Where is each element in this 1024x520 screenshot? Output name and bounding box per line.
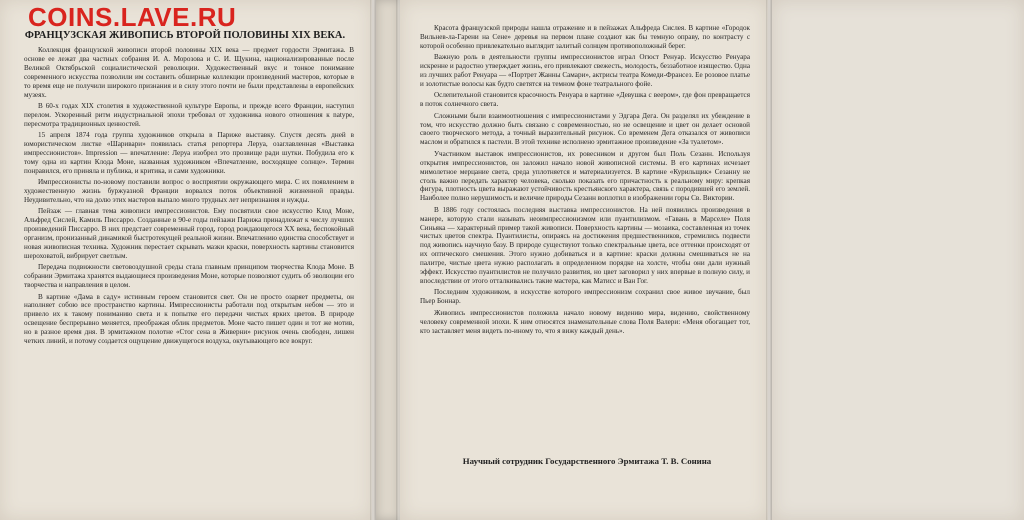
paragraph: Импрессионисты по-новому поставили вопрос о восприятии окружающего мира. С их появлением в художественную жизнь буржуазной Франции ворвался поток объективной жизненной правды. Неудивительно, что на долю этих мастеров выпало много трудных лет непризнания и нужды. [24, 178, 354, 204]
paragraph: В 1886 году состоялась последняя выставка импрессионистов. На ней появились произведения в манере, которую стали называть неоимпрессионизмом или пуантилизмом. «Гавань в Марселе» Поля Синьяка — характерный пример такой живописи. Поверхность картины — мозаика, составленная из точек чистых цветов спектра. Пуантилисты, опираясь на достижения предшественников, стремились подвести под живопись научную базу. В природе существуют только спектральные цвета, все оттенки происходят от их оптического смешения. Этого нужно добиваться и в картине: краски должны смешиваться не на палитре, чистые цвета нужно располагать в определенном порядке на холсте, чтобы они дали нужный эффект. Искусство пуантилистов не получило развития, но цвет заговорил у них впервые в полную силу, и впоследствии от этого отталкивались такие мастера, как Матисс и Ван Гог. [420, 205, 750, 285]
paragraph: Сложными были взаимоотношения с импрессионистами у Эдгара Дега. Он разделял их убеждение в том, что искусство должно быть связано с современностью, но не освещение и цвет он делает основой своего творческого метода, а точный выразительный рисунок. Со временем Дега отказался от живописи маслом и обратился к пастели. В этой технике исполнено эрмитажное произведение «За туалетом». [420, 111, 750, 147]
author-signature: Научный сотрудник Государственного Эрмитажа Т. В. Сонина [462, 456, 712, 466]
paragraph: Участником выставок импрессионистов, их ровесником и другом был Поль Сезанн. Используя открытия импрессионистов, он заложил начало новой живописной системы. В его картинах исчезает мимолетное мерцание света, среда уплотняется и материализуется. В картине «Курильщик» Сезанну не столь важно передать характер человека, сколько показать его причастность к реальному миру: крепкая фигура, плотность цвета выражают устойчивость крестьянского характера, связь с породившей его землей. Наиболее полно нерушимость и величие природы Сезанн воплотил в изображении горы Св. Виктории. [420, 149, 750, 203]
right-text-column [420, 24, 750, 338]
paragraph: Последним художником, в искусстве которого импрессионизм сохранил свое живое звучание, был Пьер Боннар. [420, 288, 750, 306]
paragraph: Ослепительной становится красочность Ренуара в картине «Девушка с веером», где фон превращается в поток солнечного света. [420, 91, 750, 109]
paragraph: Пейзаж — главная тема живописи импрессионистов. Ему посвятили свое искусство Клод Моне, Альфред Сислей, Камиль Писсарро. Созданные в 90-е годы пейзажи Парижа принадлежат к числу лучших произведений Писсарро. В них предстает современный город, город рождающегося XX века, беспокойный организм, пронизанный динамикой быстротекущей реальной жизни. Впечатлению единства способствует и новая живописная техника. Художник перестает скрывать мазки краски, поверхность картины становится шероховатой, вибрирует светлым. [24, 207, 354, 260]
paragraph: Важную роль в деятельности группы импрессионистов играл Огюст Ренуар. Искусство Ренуара искренне и радостно утверждает жизнь, его привлекают свежесть, молодость, беззаботное изящество. Одна из лучших работ Ренуара — «Портрет Жанны Самари», актрисы театра Комеди-Франсез. Ее розовое платье и золотистые волосы как будто светятся на темном фоне театрального фойе. [420, 53, 750, 88]
paragraph: В 60-х годах XIX столетия в художественной культуре Европы, и прежде всего Франции, наступил перелом. Ускоренный ритм индустриальной эпохи требовал от художника нового отношения к natуре, пересмотра традиционных ценностей. [24, 101, 354, 128]
paragraph: В картине «Дама в саду» истинным героем становится свет. Он не просто озаряет предметы, он наполняет собою все пространство картины. Импрессионисты работали под открытым небом — это и привело их к такому пониманию света и к попытке его передачи чистых ярких цветов. В природе освещение беспрерывно меняется, преображая облик предметов. Моне часто пишет один и тот же мотив, но в разное время дня. В эрмитажном полотне «Стог сена в Живерни» рисунок очень свободен, лишен четких линий, и потому создается ощущение движущегося воздуха, окутывающего все вокруг. [24, 292, 354, 346]
watermark: COINS.LAVE.RU [28, 2, 237, 32]
paragraph: Коллекция французской живописи второй половины XIX века — предмет гордости Эрмитажа. В основе ее лежат два частных собрания И. А. Морозова и С. И. Щукина, национализированные после Великой Октябрьской социалистической революции. Художественный вкус и тонкое понимание современного искусства позволили им составить обширные коллекции произведений мастеров, которые в то время еще не получили широкого признания и в силу этого почти не были представлены в европейских музеях. [24, 46, 354, 99]
paragraph: Живопись импрессионистов положила начало новому видению мира, видению, свойственному человеку современной эпохи. К ним относятся знаменательные слова Поля Валери: «Меня обогащает тот, кто заставляет меня видеть по-иному то, что я вижу каждый день». [420, 308, 750, 335]
paragraph: 15 апреля 1874 года группа художников открыла в Париже выставку. Спустя десять дней в юмористическом листке «Шаривари» появилась статья репортера Леруа, озаглавленная «Выставка импрессионистов». Impression — впечатление: Леруа изобрел это прозвище ради шутки. Побудила его к тому одна из картин Клода Моне, названная художником «Впечатление, восходящее солнце». Термин понравился, его приняла и публика, и критика, и сами художники. [24, 131, 354, 175]
paragraph: Красота французской природы нашла отражение и в пейзажах Альфреда Сислея. В картине «Городок Вильнев-ла-Гарени на Сене» деревья на первом плане создают как бы темную оправу, по контрасту с которой особенно привлекательно выглядит залитый солнцем противоположный берег. [420, 24, 750, 50]
paragraph: Передача подвижности световоздушной среды стала главным принципом творчества Клода Моне. В собрании Эрмитажа хранятся выдающиеся произведения Моне, которые позволяют судить об эволюции его творчества и направления в целом. [24, 263, 354, 290]
left-text-column [24, 46, 354, 349]
page-title: ФРАНЦУЗСКАЯ ЖИВОПИСЬ ВТОРОЙ ПОЛОВИНЫ XIX ВЕКА. [24, 30, 346, 41]
blank-flap [772, 0, 1024, 520]
